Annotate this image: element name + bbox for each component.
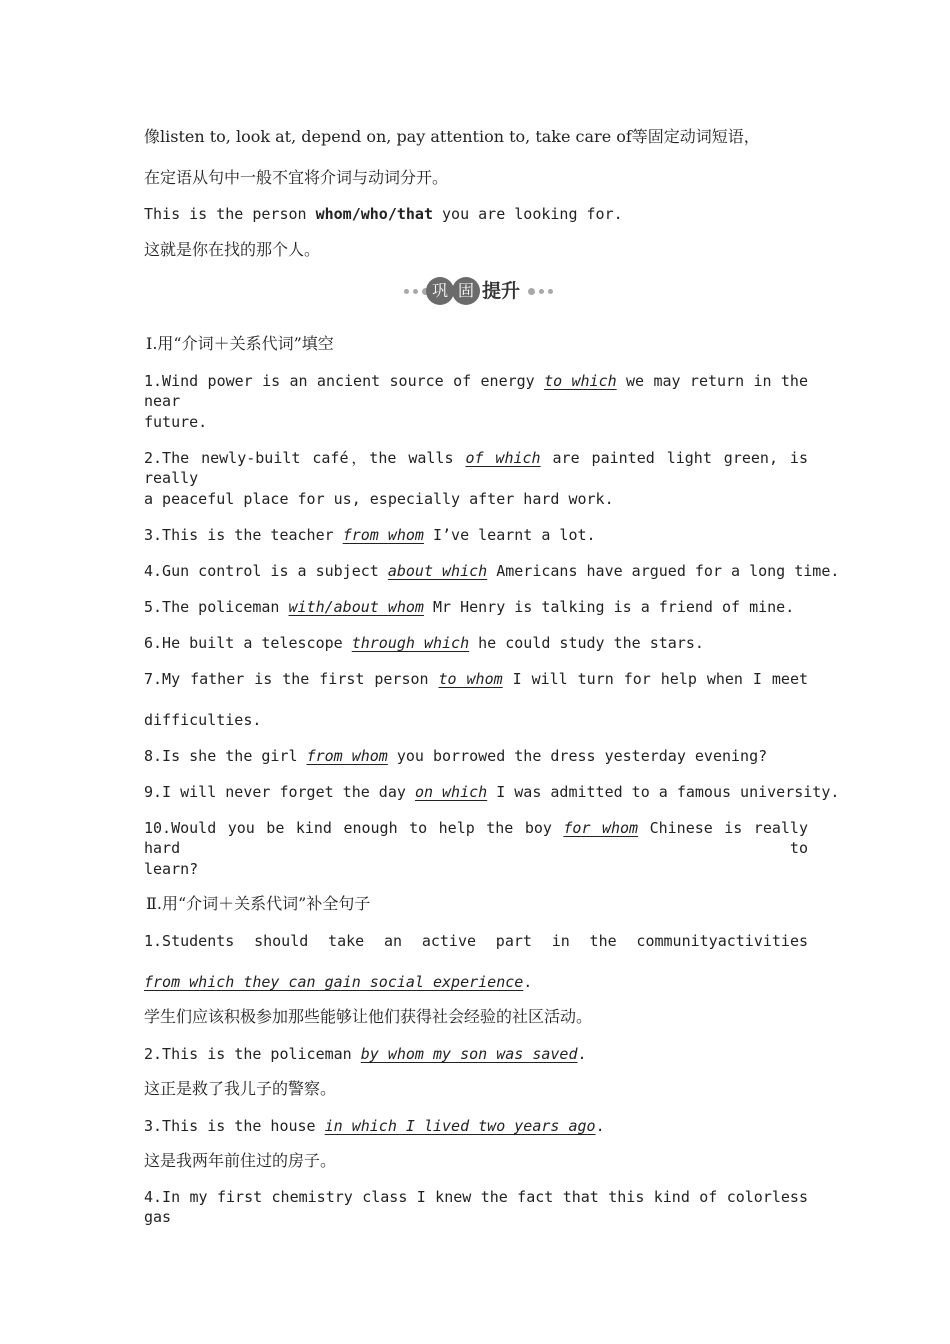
answer-blank: from whom [306,747,388,765]
answer-blank: to which [544,372,617,390]
answer-blank: with/about whom [288,598,424,616]
section-2-title: Ⅱ.用“介词＋关系代词”补全句子 [146,894,371,913]
intro-line-2: 在定语从句中一般不宜将介词与动词分开。 [144,168,449,187]
exercise-1-6: 6.He built a telescope through which he could study the stars. [144,634,704,652]
exercise-1-10-cont: learn? [144,860,199,878]
exercise-2-4: 4.In my first chemistry class I knew the fact that this kind of colorless gas [144,1188,808,1226]
answer-blank: by whom my son was saved [360,1045,578,1063]
exercise-1-7: 7.My father is the first person to whom I will turn for help when I meet [144,670,809,688]
answer-blank: about which [387,562,488,580]
exercise-1-3: 3.This is the teacher from whom I’ve learnt a lot. [144,526,596,544]
example-translation: 这就是你在找的那个人。 [144,240,321,259]
exercise-2-1-answer: from which they can gain social experience. [144,973,533,991]
section-banner [0,276,950,308]
exercise-1-10: 10.Would you be kind enough to help the boy for whom Chinese is really hard to [144,819,808,857]
exercise-2-3-translation: 这是我两年前住过的房子。 [144,1151,337,1170]
exercise-1-2-cont: a peaceful place for us, especially after hard work. [144,490,614,508]
banner-circle-1: 巩 [426,277,454,305]
answer-blank: to whom [438,670,503,688]
example-text: This is the person [144,205,316,223]
answer-blank: from which they can gain social experience [144,973,524,991]
intro-line-1: 像listen to, look at, depend on, pay attention to, take care of等固定动词短语， [144,127,760,146]
exercise-2-3: 3.This is the house in which I lived two years ago. [144,1117,605,1135]
exercise-2-2: 2.This is the policeman by whom my son was saved. [144,1045,587,1063]
answer-blank: from whom [342,526,424,544]
exercise-1-7-cont: difficulties. [144,711,262,729]
answer-blank: in which I lived two years ago [324,1117,596,1135]
answer-blank: of which [465,449,541,467]
exercise-1-1: 1.Wind power is an ancient source of energy to which we may return in the near [144,372,808,410]
exercise-2-1-translation: 学生们应该积极参加那些能够让他们获得社会经验的社区活动。 [144,1007,593,1026]
section-1-title: Ⅰ.用“介词＋关系代词”填空 [146,334,334,353]
example-relative-pronoun: whom/who/that [315,205,433,223]
example-text-end: you are looking for. [433,205,623,223]
example-sentence [144,204,808,224]
banner-dots-right [528,288,553,296]
exercise-1-1-cont: future. [144,413,208,431]
exercise-1-8: 8.Is she the girl from whom you borrowed the dress yesterday evening? [144,747,768,765]
answer-blank: through which [351,634,470,652]
exercise-1-5: 5.The policeman with/about whom Mr Henry is talking is a friend of mine. [144,598,795,616]
exercise-1-2: 2.The newly-built café，the walls of which are painted light green, is really [144,449,808,487]
answer-blank: for whom [563,819,639,837]
exercise-2-2-translation: 这正是救了我儿子的警察。 [144,1079,337,1098]
exercise-1-9: 9.I will never forget the day on which I was admitted to a famous university. [144,783,840,801]
exercise-1-4: 4.Gun control is a subject about which Americans have argued for a long time. [144,562,840,580]
banner-label: 提升 [482,280,521,302]
banner-circle-2: 固 [452,277,480,305]
answer-blank: on which [414,783,488,801]
exercise-2-1: 1.Students should take an active part in the communityactivities [144,932,808,950]
